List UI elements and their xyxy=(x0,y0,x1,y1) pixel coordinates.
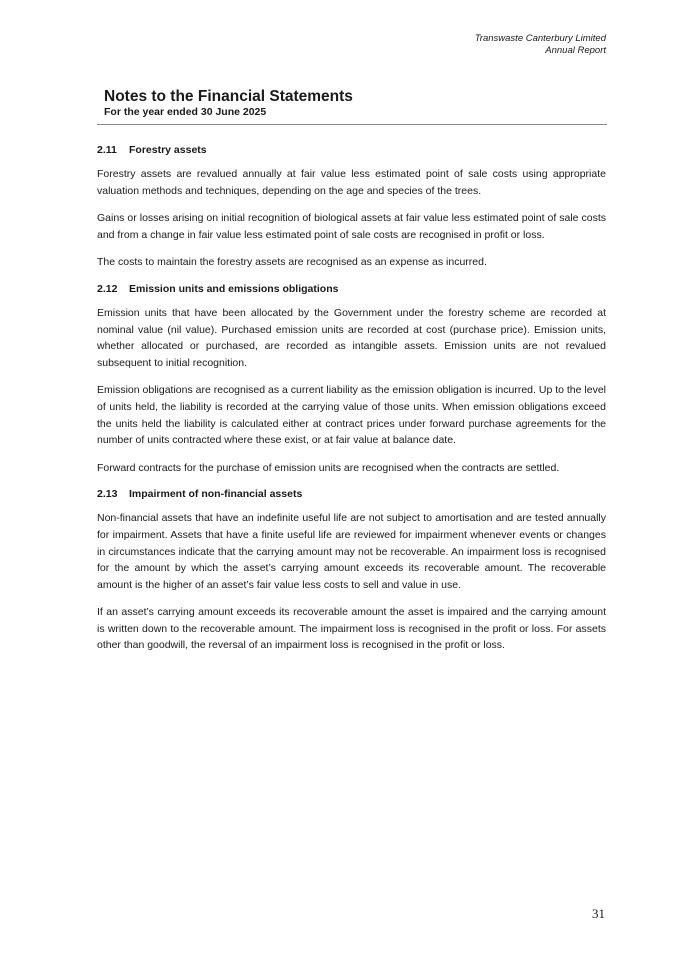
company-name: Transwaste Canterbury Limited xyxy=(474,33,606,44)
section-heading xyxy=(97,143,606,157)
paragraph: Forestry assets are revalued annually at fair value less estimated point of sale costs using appropriate valuation methods and techniques, depending on the age and species of the trees. xyxy=(97,168,606,197)
paragraph: Gains or losses arising on initial recognition of biological assets at fair value less estimated point of sale costs and from a change in fair value less estimated point of sale costs are recognised in profit or loss. xyxy=(97,212,606,241)
paragraph: If an asset’s carrying amount exceeds its recoverable amount the asset is impaired and the carrying amount is written down to the recoverable amount. The impairment loss is recognised in the profit or loss. For assets other than goodwill, the reversal of an impairment loss is recognised in the profit or loss. xyxy=(97,606,606,652)
header-divider xyxy=(97,124,607,125)
section-heading xyxy=(97,487,606,501)
section-title: Impairment of non-financial assets xyxy=(129,488,303,501)
paragraph: Emission units that have been allocated by the Government under the forestry scheme are recorded at nominal value (nil value). Purchased emission units are recorded at cost (purchase price). Emission units, whether allocated or purchased, are recorded as intangible assets. Emission units are not revalued subsequent to initial recognition. xyxy=(97,306,606,369)
title-block xyxy=(104,88,607,119)
notes-content xyxy=(97,143,606,665)
paragraph: Non-financial assets that have an indefinite useful life are not subject to amortisation and are tested annually for impairment. Assets that have a finite useful life are reviewed for impairment whenever events or changes in circumstances indicate that the carrying amount may not be recoverable. An impairment loss is recognised for the amount by which the asset’s carrying amount exceeds its recoverable amount. The recoverable amount is the higher of an asset’s fair value less costs to sell and value in use. xyxy=(97,512,606,591)
section-title: Emission units and emissions obligations xyxy=(129,282,339,295)
section-title: Forestry assets xyxy=(129,144,207,156)
section-number: 2.13 xyxy=(97,488,118,501)
section-heading xyxy=(97,282,606,296)
page-subtitle: For the year ended 30 June 2025 xyxy=(104,106,267,118)
paragraph: The costs to maintain the forestry assets are recognised as an expense as incurred. xyxy=(97,256,487,269)
section-number: 2.11 xyxy=(97,144,117,156)
paragraph: Emission obligations are recognised as a current liability as the emission obligation is incurred. Up to the level of units held, the liability is recorded at the carrying value of those units. When emission obligations exceed the units held the liability is calculated either at contract prices under forward purchase agreements for the number of units contracted where these exist, or at fair value at balance date. xyxy=(97,384,606,447)
section-forestry-assets xyxy=(97,143,606,271)
page-header xyxy=(475,33,606,57)
page-title: Notes to the Financial Statements xyxy=(104,88,353,105)
page-number: 31 xyxy=(592,906,605,921)
paragraph: Forward contracts for the purchase of emission units are recognised when the contracts are settled. xyxy=(97,461,560,474)
section-emission-units xyxy=(97,282,606,476)
report-name: Annual Report xyxy=(545,45,606,56)
section-impairment xyxy=(97,487,606,654)
section-number: 2.12 xyxy=(97,282,118,295)
